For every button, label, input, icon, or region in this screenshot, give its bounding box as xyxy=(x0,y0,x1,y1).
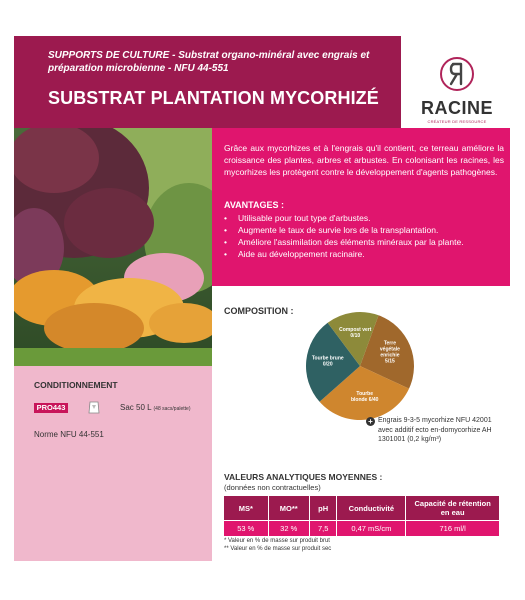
table-row xyxy=(224,521,500,537)
values-title: VALEURS ANALYTIQUES MOYENNES : xyxy=(224,472,383,482)
brand-name: RACINE xyxy=(420,98,493,118)
table-header: pH xyxy=(309,496,337,521)
garden-photo xyxy=(14,128,212,366)
standard-norm: Norme NFU 44-551 xyxy=(34,430,104,439)
footnote: * Valeur en % de masse sur produit brut xyxy=(224,538,330,544)
table-header-row xyxy=(224,496,500,521)
table-header: MO** xyxy=(268,496,309,521)
table-header: Capacité de rétention en eau xyxy=(406,496,500,521)
bag-size xyxy=(120,403,190,412)
footnote: ** Valeur en % de masse sur produit sec xyxy=(224,546,332,552)
composition-section xyxy=(212,286,510,446)
advantages-list xyxy=(224,212,504,260)
plus-icon: + xyxy=(366,417,375,426)
table-cell: 716 ml/l xyxy=(406,521,500,537)
racine-logo xyxy=(404,36,510,128)
product-description: Grâce aux mycorhizes et à l'engrais qu'il contient, ce terreau améliore la croissance des plantes, arbres et arbustes. En colonisant les racines, les mycorhizes les protègent contre le développement d'agents pathogènes. xyxy=(224,143,504,177)
advantage-item: • Utilisable pour tout type d'arbustes. xyxy=(224,212,504,224)
pie-slice-label: Tourbe blonde 6/40 xyxy=(350,391,379,404)
table-cell: 32 % xyxy=(268,521,309,537)
table-header: MS* xyxy=(224,496,268,521)
pie-slice-label: Tourbe brune 0/20 xyxy=(311,355,344,368)
table-cell: 0,47 mS/cm xyxy=(337,521,406,537)
pie-slice-label: Compost vert 0/10 xyxy=(339,326,372,339)
table-header: Conductivité xyxy=(337,496,406,521)
values-table xyxy=(224,496,500,536)
bag-volume: Sac 50 L xyxy=(120,403,152,412)
brand-tagline: CRÉATEUR DE RESSOURCE xyxy=(427,119,487,124)
advantage-item: • Augmente le taux de survie lors de la transplantation. xyxy=(224,224,504,236)
header-banner xyxy=(14,36,401,128)
composition-pie-chart xyxy=(304,310,416,422)
description-panel xyxy=(212,128,510,286)
page-title: SUBSTRAT PLANTATION MYCORHIZÉ xyxy=(48,88,379,108)
pallet-note: (48 sacs/palette) xyxy=(153,406,191,412)
addon-text: Engrais 9-3-5 mycorhize NFU 42001 avec additif ecto en-domycorhize AH 1301001 (0,2 kg/m³) xyxy=(378,417,492,443)
fertilizer-addon xyxy=(368,416,508,445)
packaging-panel xyxy=(14,366,212,561)
table-cell: 53 % xyxy=(224,521,268,537)
packaging-title: CONDITIONNEMENT xyxy=(34,380,118,390)
composition-title: COMPOSITION : xyxy=(224,306,294,316)
product-reference-badge: PRO443 xyxy=(34,403,68,413)
page-subtitle: SUPPORTS DE CULTURE - Substrat organo-minéral avec engrais et préparation microbienne - NFU 44-551 xyxy=(48,50,370,74)
analytical-values-section xyxy=(212,446,510,561)
racine-r-logo-icon xyxy=(439,52,475,96)
values-subtitle: (données non contractuelles) xyxy=(224,483,321,492)
table-cell: 7,5 xyxy=(309,521,337,537)
pie-slice-label: Terre végétale enrichie 5/15 xyxy=(379,340,400,365)
advantage-item: • Aide au développement racinaire. xyxy=(224,248,504,260)
bag-icon xyxy=(88,401,100,414)
advantage-item: • Améliore l'assimilation des éléments minéraux par la plante. xyxy=(224,236,504,248)
advantages-title: AVANTAGES : xyxy=(224,200,284,210)
